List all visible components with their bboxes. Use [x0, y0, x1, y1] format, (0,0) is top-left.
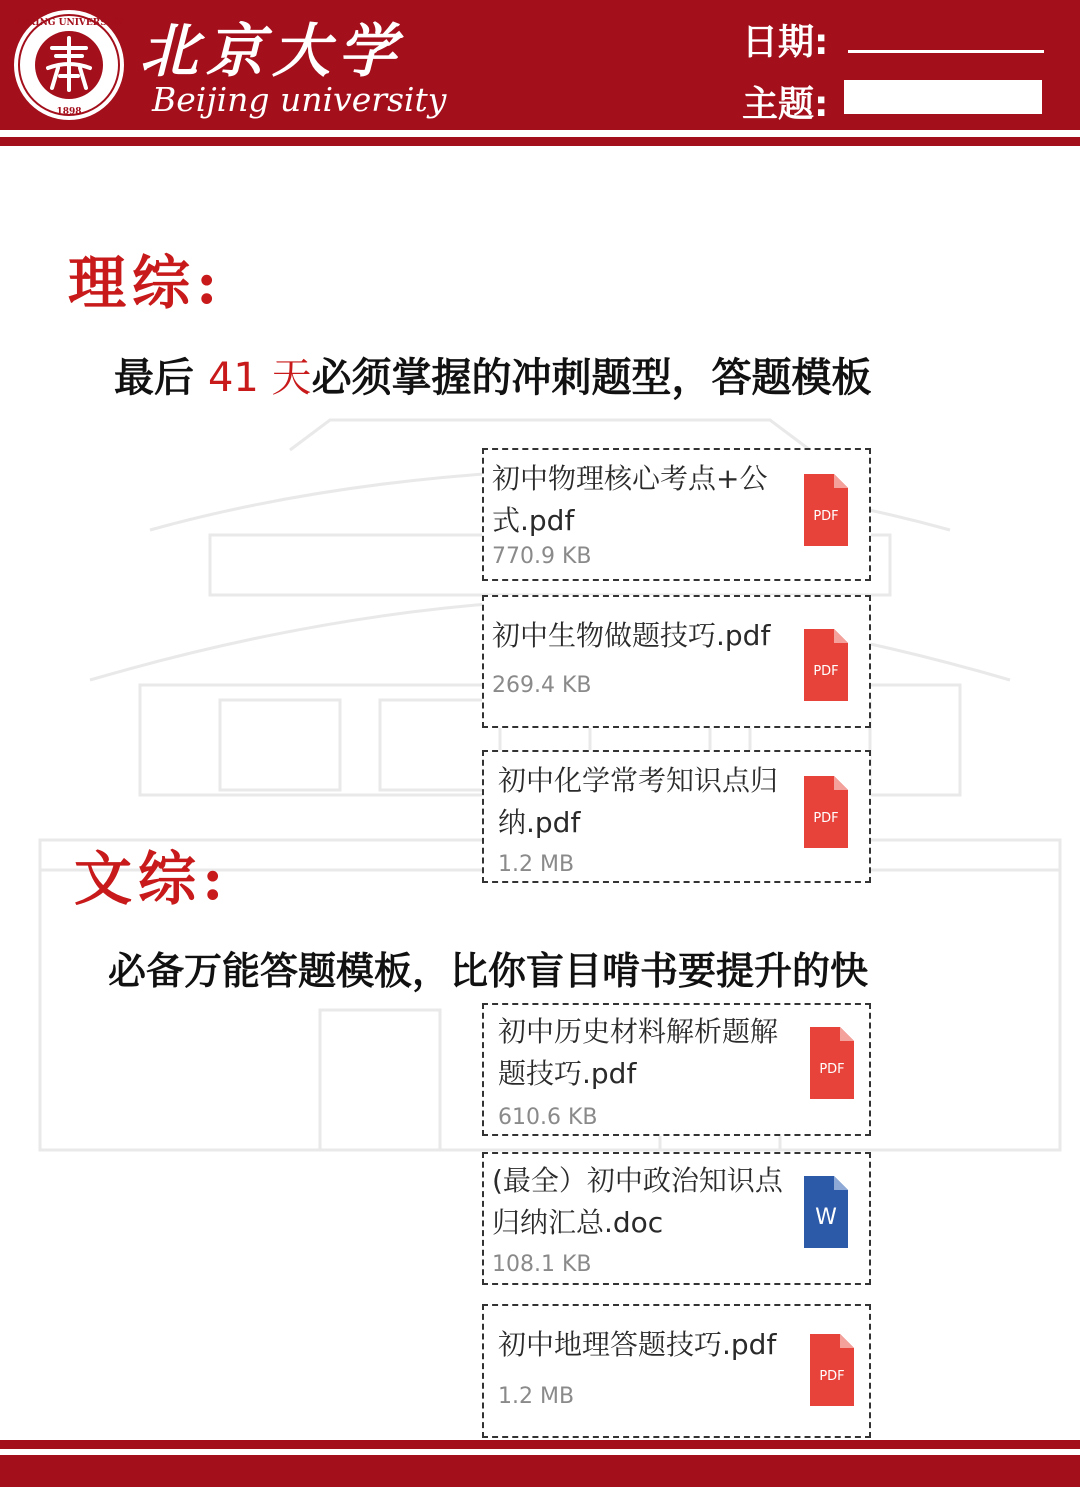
file-size: 269.4 KB: [492, 673, 592, 698]
university-seal-icon: [12, 8, 126, 122]
file-card-biology[interactable]: [482, 595, 871, 728]
svg-text:PDF: PDF: [813, 811, 839, 826]
date-label: 日期:: [742, 22, 829, 63]
footer-bar: [0, 1440, 1080, 1487]
science-subtitle: [114, 346, 872, 403]
svg-text:W: W: [815, 1205, 837, 1230]
file-card-history[interactable]: [482, 1003, 871, 1136]
file-card-chemistry[interactable]: [482, 750, 871, 883]
file-name: 初中生物做题技巧.pdf: [492, 619, 771, 652]
subtitle-days: 41 天: [207, 355, 312, 401]
file-name: 初中化学常考知识点归纳.pdf: [498, 764, 779, 839]
file-card-politics[interactable]: [482, 1152, 871, 1285]
file-card-geography[interactable]: [482, 1304, 871, 1438]
file-size: 1.2 MB: [498, 852, 575, 877]
svg-text:PDF: PDF: [813, 509, 839, 524]
word-file-icon: [804, 1176, 848, 1248]
subtitle-suffix: 必须掌握的冲刺题型，答题模板: [311, 355, 872, 401]
file-name: (最全）初中政治知识点归纳汇总.doc: [492, 1164, 783, 1239]
file-size: 770.9 KB: [492, 544, 592, 569]
file-name: 初中历史材料解析题解题技巧.pdf: [498, 1015, 779, 1090]
footer-divider: [0, 1449, 1080, 1455]
file-name: 初中物理核心考点+公式.pdf: [492, 462, 768, 537]
header-divider: [0, 137, 1080, 146]
file-card-physics[interactable]: [482, 448, 871, 581]
pdf-file-icon: [804, 629, 848, 701]
pdf-file-icon: [804, 474, 848, 546]
subtitle-prefix: 最后: [114, 355, 194, 401]
arts-title: 文综:: [74, 845, 230, 913]
file-size: 610.6 KB: [498, 1105, 598, 1130]
logo-english: Beijing university: [152, 80, 447, 119]
svg-text:PEKING UNIVERSITY: PEKING UNIVERSITY: [13, 18, 125, 28]
arts-subtitle: 必备万能答题模板，比你盲目啃书要提升的快: [108, 949, 869, 993]
science-title: 理综:: [68, 249, 224, 317]
svg-text:PDF: PDF: [813, 664, 839, 679]
topic-label: 主题:: [742, 84, 829, 125]
svg-text:PDF: PDF: [819, 1369, 845, 1384]
file-size: 1.2 MB: [498, 1384, 575, 1409]
file-size: 108.1 KB: [492, 1252, 592, 1277]
svg-text:1898: 1898: [56, 107, 82, 117]
svg-text:PDF: PDF: [819, 1062, 845, 1077]
file-name: 初中地理答题技巧.pdf: [498, 1328, 777, 1361]
pdf-file-icon: [810, 1027, 854, 1099]
topic-field[interactable]: [844, 80, 1042, 114]
pdf-file-icon: [804, 776, 848, 848]
date-field[interactable]: [848, 50, 1044, 53]
logo-chinese: 北京大学: [140, 17, 405, 85]
pdf-file-icon: [810, 1334, 854, 1406]
